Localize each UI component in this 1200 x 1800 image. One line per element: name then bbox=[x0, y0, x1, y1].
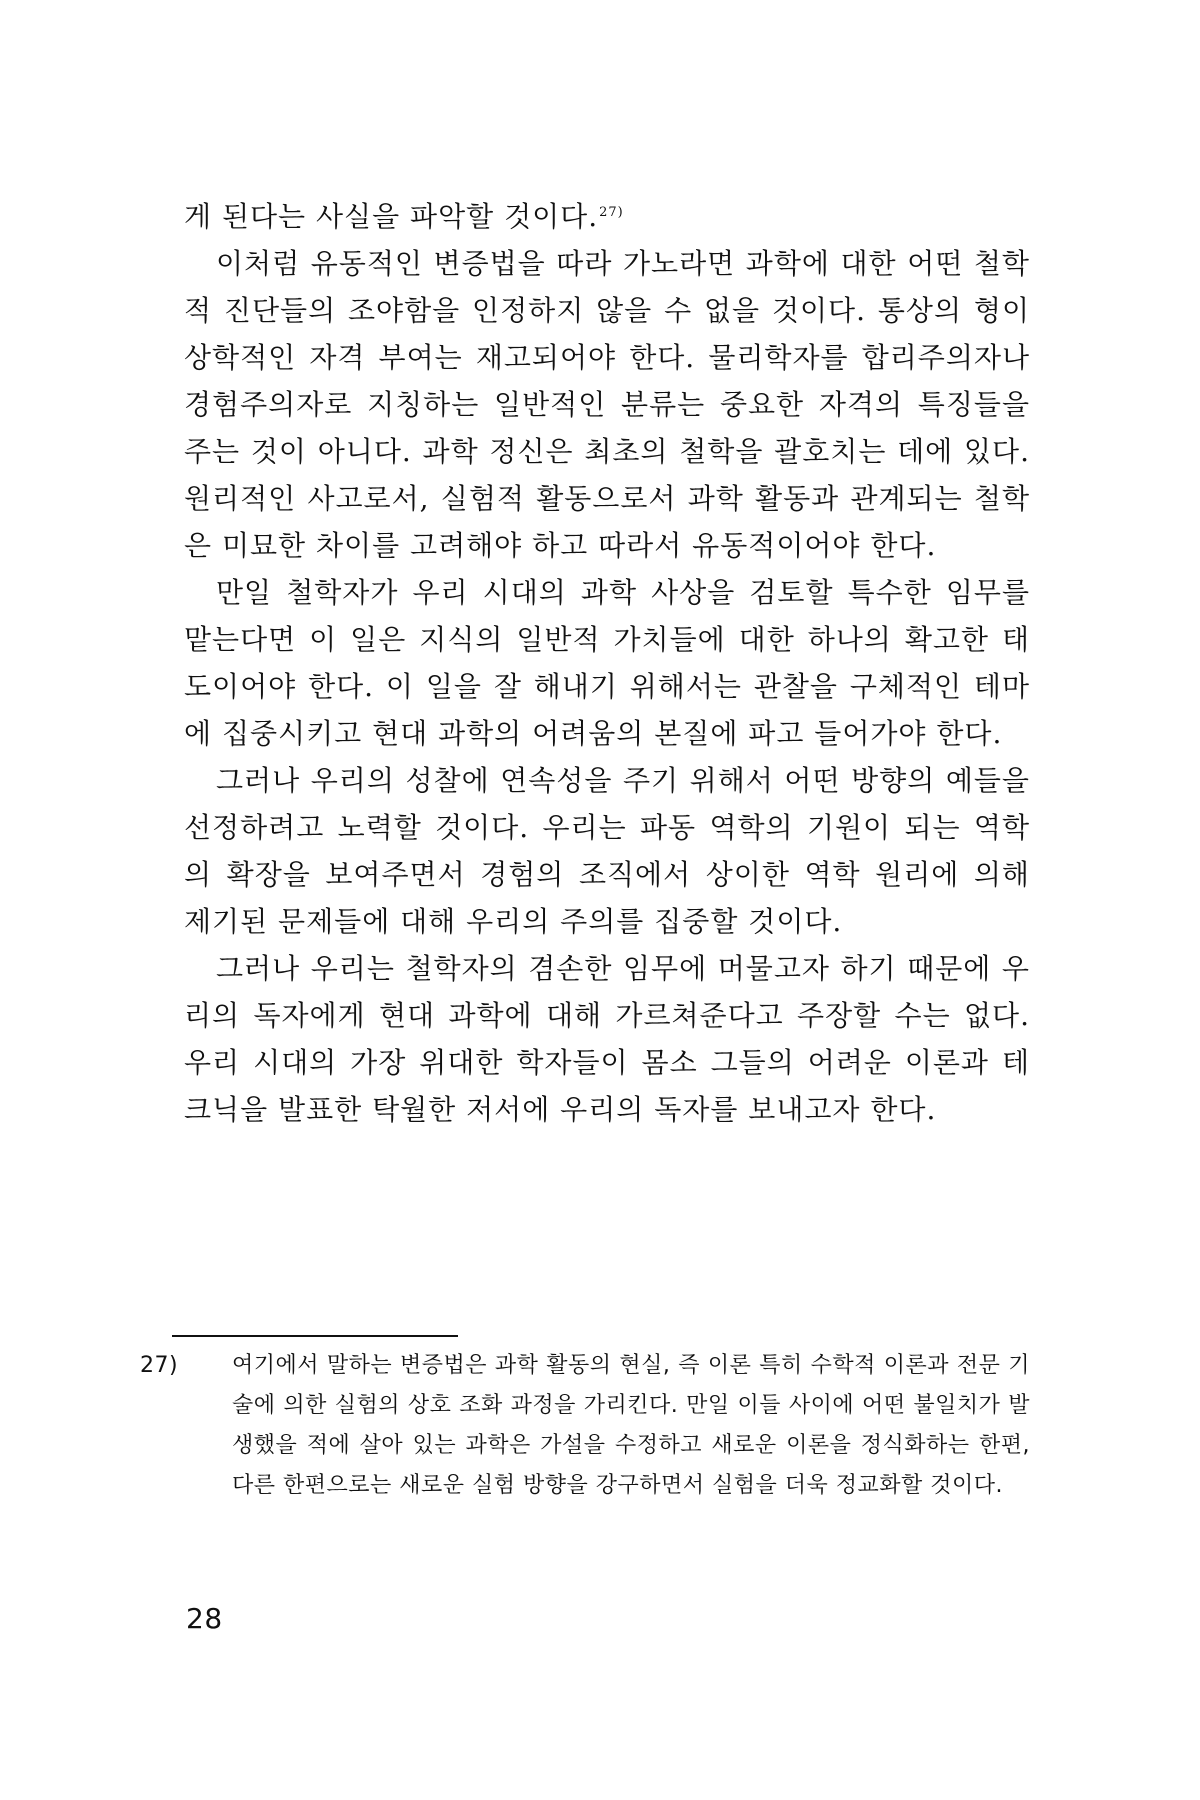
body-text bbox=[184, 193, 1030, 1133]
page-number: 28 bbox=[186, 1602, 223, 1635]
paragraph-continuation bbox=[184, 193, 1030, 240]
paragraph-text: 게 된다는 사실을 파악할 것이다. bbox=[184, 200, 599, 233]
footnote bbox=[140, 1346, 1030, 1506]
footnote-line bbox=[140, 1346, 1030, 1506]
footnote-reference: 27) bbox=[599, 205, 624, 220]
paragraph: 만일 철학자가 우리 시대의 과학 사상을 검토할 특수한 임무를 맡는다면 이 일은 지식의 일반적 가치들에 대한 하나의 확고한 태도이어야 한다. 이 일을 잘 해내기 위해서는 관찰을 구체적인 테마에 집중시키고 현대 과학의 어려움의 본질에 파고 들어가야 한다. bbox=[184, 576, 1030, 750]
footnote-text: 여기에서 말하는 변증법은 과학 활동의 현실, 즉 이론 특히 수학적 이론과 전문 기술에 의한 실험의 상호 조화 과정을 가리킨다. 만일 이들 사이에 어떤 불일치가 발생했을 적에 살아 있는 과학은 가설을 수정하고 새로운 이론을 정식화하는 한편, 다른 한편으로는 새로운 실험 방향을 강구하면서 실험을 더욱 정교화할 것이다. bbox=[232, 1353, 1030, 1498]
footnote-number: 27) bbox=[140, 1353, 179, 1378]
paragraph: 이처럼 유동적인 변증법을 따라 가노라면 과학에 대한 어떤 철학적 진단들의 조야함을 인정하지 않을 수 없을 것이다. 통상의 형이상학적인 자격 부여는 재고되어야 한다. 물리학자를 합리주의자나 경험주의자로 지칭하는 일반적인 분류는 중요한 자격의 특징들을 주는 것이 아니다. 과학 정신은 최초의 철학을 괄호치는 데에 있다. 원리적인 사고로서, 실험적 활동으로서 과학 활동과 관계되는 철학은 미묘한 차이를 고려해야 하고 따라서 유동적이어야 한다. bbox=[184, 247, 1030, 562]
footnote-divider bbox=[172, 1335, 458, 1337]
paragraph: 그러나 우리는 철학자의 겸손한 임무에 머물고자 하기 때문에 우리의 독자에게 현대 과학에 대해 가르쳐준다고 주장할 수는 없다. 우리 시대의 가장 위대한 학자들이 몸소 그들의 어려운 이론과 테크닉을 발표한 탁월한 저서에 우리의 독자를 보내고자 한다. bbox=[184, 952, 1030, 1126]
paragraph: 그러나 우리의 성찰에 연속성을 주기 위해서 어떤 방향의 예들을 선정하려고 노력할 것이다. 우리는 파동 역학의 기원이 되는 역학의 확장을 보여주면서 경험의 조직에서 상이한 역학 원리에 의해 제기된 문제들에 대해 우리의 주의를 집중할 것이다. bbox=[184, 764, 1030, 938]
